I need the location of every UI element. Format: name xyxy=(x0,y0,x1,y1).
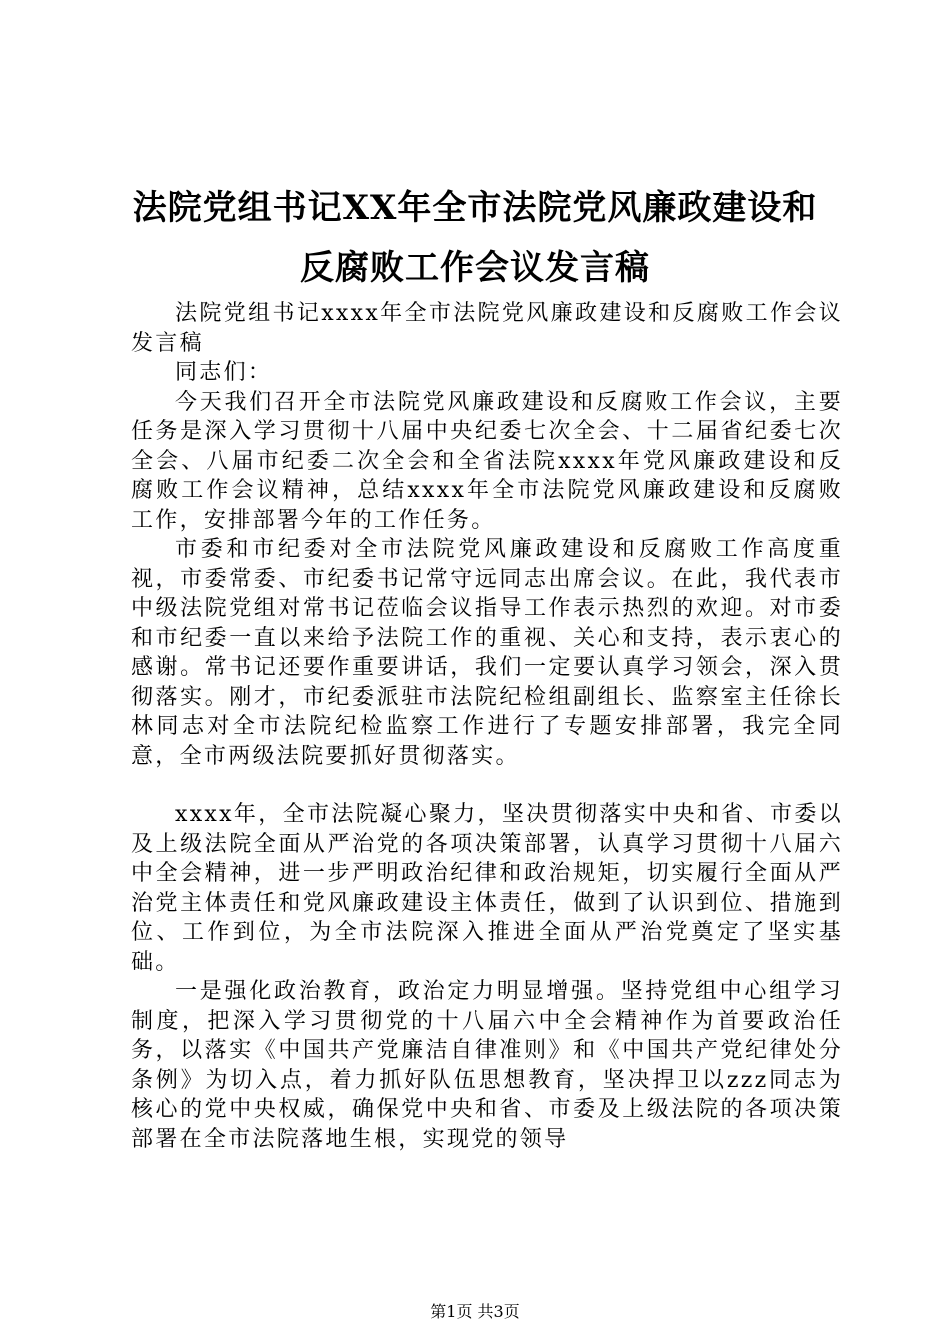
paragraph-salutation: 同志们： xyxy=(175,360,273,385)
document-title-line-1: 法院党组书记XX年全市法院党风廉政建设和 xyxy=(132,188,818,228)
paragraph-welcome: 市委和市纪委对全市法院党风廉政建设和反腐败工作高度重视，市委常委、市纪委书记常守远同志出席会议。在此，我代表市中级法院党组对常书记莅临会议指导工作表示热烈的欢迎。对市委和市纪委一直以来给予法院工作的重视、关心和支持，表示衷心的感谢。常书记还要作重要讲话，我们一定要认真学习领会，深入贯彻落实。刚才，市纪委派驻市法院纪检组副组长、监察室主任徐长林同志对全市法院纪检监察工作进行了专题安排部署，我完全同意，全市两级法院要抓好贯彻落实。 xyxy=(131,537,843,769)
paragraph-annual-review: xxxx年，全市法院凝心聚力，坚决贯彻落实中央和省、市委以及上级法院全面从严治党的各项决策部署，认真学习贯彻十八届六中全会精神，进一步严明政治纪律和政治规矩，切实履行全面从严治党主体责任和党风廉政建设主体责任，做到了认识到位、措施到位、工作到位，为全市法院深入推进全面从严治党奠定了坚实基础。 xyxy=(131,802,843,975)
paragraph-heading-repeat: 法院党组书记xxxx年全市法院党风廉政建设和反腐败工作会议发言稿 xyxy=(131,301,843,356)
paragraph-meeting-purpose: 今天我们召开全市法院党风廉政建设和反腐败工作会议，主要任务是深入学习贯彻十八届中央纪委七次全会、十二届省纪委七次全会、八届市纪委二次全会和全省法院xxxx年党风廉政建设和反腐败工作会议精神，总结xxxx年全市法院党风廉政建设和反腐败工作，安排部署今年的工作任务。 xyxy=(131,389,843,533)
document-title-line-2: 反腐败工作会议发言稿 xyxy=(300,248,650,288)
document-body xyxy=(131,299,843,1154)
page-number-footer: 第1页 共3页 xyxy=(430,1302,520,1321)
paragraph-political-education: 一是强化政治教育，政治定力明显增强。坚持党组中心组学习制度，把深入学习贯彻党的十八届六中全会精神作为首要政治任务，以落实《中国共产党廉洁自律准则》和《中国共产党纪律处分条例》为切入点，着力抓好队伍思想教育，坚决捍卫以zzz同志为核心的党中央权威，确保党中央和省、市委及上级法院的各项决策部署在全市法院落地生根，实现党的领导 xyxy=(131,979,843,1152)
